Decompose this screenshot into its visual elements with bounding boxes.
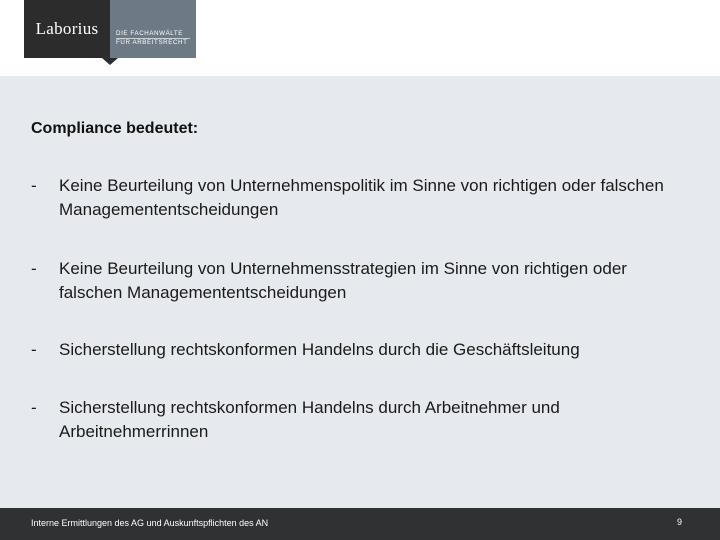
bullet-text: Sicherstellung rechtskonformen Handelns durch die Geschäftsleitung xyxy=(59,340,580,359)
bullet-dash: - xyxy=(31,340,37,359)
logo-tagline-box xyxy=(110,0,196,58)
laborius-logo xyxy=(24,0,196,64)
slide-header xyxy=(0,0,720,76)
bullet-item xyxy=(31,174,691,222)
bullet-dash: - xyxy=(31,176,37,195)
logo-tagline-line2: FÜR ARBEITSRECHT xyxy=(116,39,188,46)
footer-title: Interne Ermittlungen des AG und Auskunftspflichten des AN xyxy=(31,518,269,528)
slide-heading: Compliance bedeutet: xyxy=(31,120,199,137)
bullet-item xyxy=(31,396,691,444)
logo-tab-shape xyxy=(102,58,118,65)
bullet-text: Keine Beurteilung von Unternehmenspolitik im Sinne von richtigen oder falschen Managemententscheidungen xyxy=(59,176,664,219)
bullet-dash: - xyxy=(31,398,37,417)
slide-content xyxy=(0,76,720,508)
bullet-item xyxy=(31,338,691,362)
bullet-text: Keine Beurteilung von Unternehmensstrategien im Sinne von richtigen oder falschen Managemententscheidungen xyxy=(59,259,627,302)
bullet-text: Sicherstellung rechtskonformen Handelns durch Arbeitnehmer und Arbeitnehmerrinnen xyxy=(59,398,560,441)
slide-footer xyxy=(0,508,720,540)
bullet-item xyxy=(31,257,691,305)
page-number: 9 xyxy=(677,517,683,527)
logo-wordmark: Laborius xyxy=(24,0,110,58)
bullet-dash: - xyxy=(31,259,37,278)
logo-tagline-line1: DIE FACHANWÄLTE xyxy=(116,30,183,37)
